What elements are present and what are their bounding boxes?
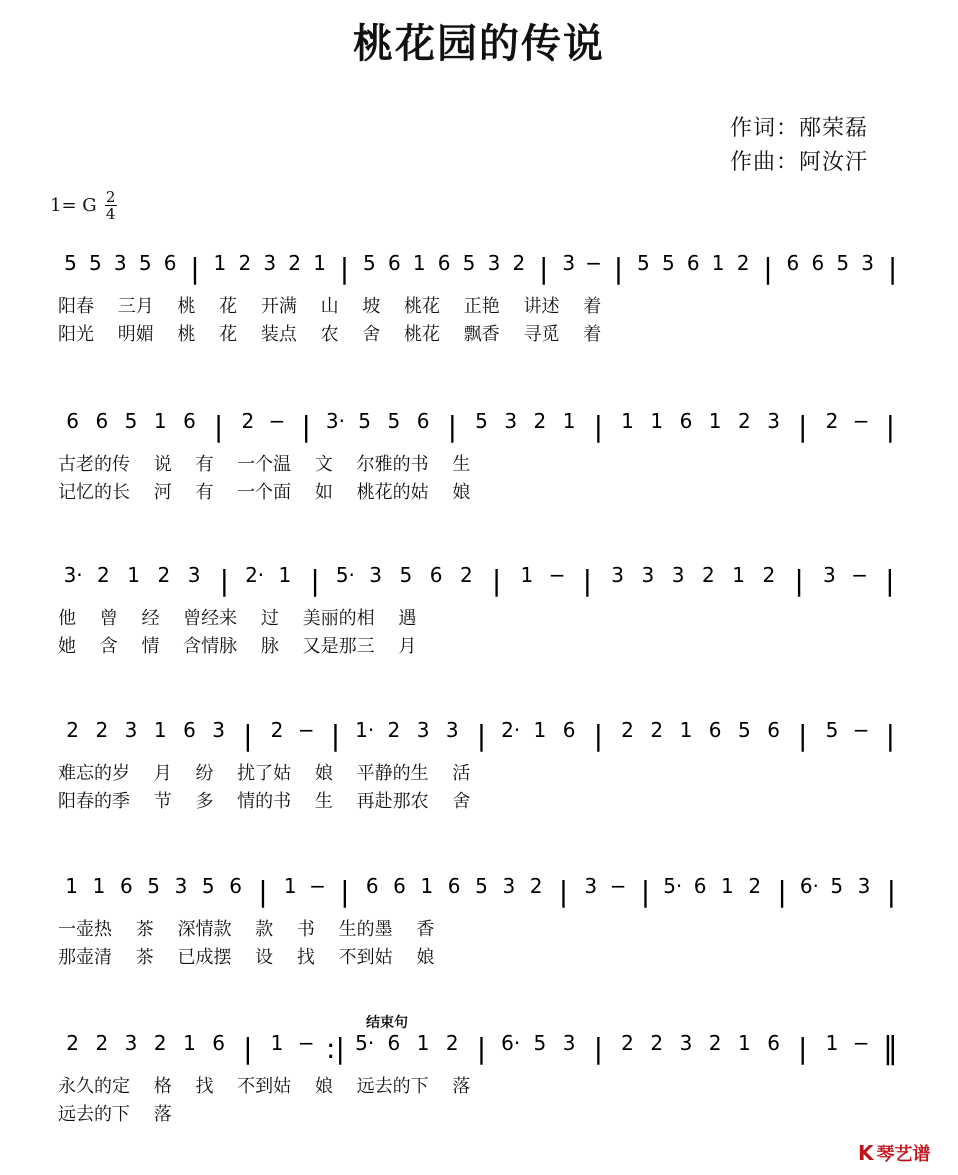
note: 3· <box>325 409 346 433</box>
note: 3 <box>611 563 624 587</box>
note: 6· <box>799 874 819 898</box>
note: 2 <box>512 251 526 275</box>
note: 3· <box>63 563 83 587</box>
note: − <box>852 409 870 433</box>
note: 2 <box>387 718 401 742</box>
note: 6 <box>229 874 242 898</box>
barline: | <box>213 410 224 443</box>
note: 3 <box>187 563 201 587</box>
time-signature-top: 2 <box>105 188 116 206</box>
barline: | <box>640 875 651 908</box>
note: 3 <box>504 409 518 433</box>
note: 6 <box>365 874 379 898</box>
note: 2 <box>708 1031 722 1055</box>
barline: | <box>340 875 350 908</box>
note: 1 <box>708 409 722 433</box>
note: 5 <box>825 718 839 742</box>
note: 5 <box>462 251 476 275</box>
site-logo <box>858 1140 931 1166</box>
barline: | <box>539 252 549 285</box>
note: 3 <box>174 874 188 898</box>
note: 1 <box>562 409 576 433</box>
note: 6 <box>693 874 707 898</box>
note: 2 <box>702 563 715 587</box>
barline: | <box>593 410 604 443</box>
lyric-line: 阳春的季 节 多 情的书 生 再赴那农 舍 <box>58 791 471 812</box>
barline: | <box>243 1032 253 1065</box>
note: 1 <box>283 874 297 898</box>
note: 6 <box>429 563 443 587</box>
barline: | <box>613 252 624 285</box>
barline: | <box>258 875 268 908</box>
barline: | <box>593 719 604 752</box>
lyric-line: 远去的下 落 <box>58 1104 172 1125</box>
note: 5 <box>138 251 152 275</box>
note: 1 <box>65 874 79 898</box>
note: 6 <box>786 251 800 275</box>
note: 5 <box>475 874 488 898</box>
note: 2 <box>825 409 839 433</box>
note: − <box>268 409 286 433</box>
barline: | <box>243 719 253 752</box>
note: 2 <box>270 718 284 742</box>
barline: | <box>763 252 773 285</box>
note: 2· <box>501 718 521 742</box>
note: − <box>585 251 602 275</box>
barline: | <box>491 564 502 597</box>
note: 1 <box>711 251 725 275</box>
note: 5 <box>363 251 376 275</box>
note: 1 <box>533 718 547 742</box>
note: 1 <box>412 251 426 275</box>
note: 1 <box>183 1031 196 1055</box>
barline: | <box>330 719 341 752</box>
note: 6 <box>679 409 693 433</box>
lyric-line: 难忘的岁 月 纷 扰了姑 娘 平静的生 活 <box>58 763 471 784</box>
note: 1 <box>92 874 106 898</box>
note: 2 <box>748 874 762 898</box>
note: 2 <box>621 718 634 742</box>
note: 2 <box>650 1031 664 1055</box>
note: 1 <box>732 563 745 587</box>
note: 5 <box>637 251 650 275</box>
lyric-line: 阳春 三月 桃 花 开满 山 坡 桃花 正艳 讲述 着 <box>58 296 602 317</box>
note: 6 <box>447 874 461 898</box>
note: 3 <box>679 1031 693 1055</box>
note: 6 <box>416 409 430 433</box>
note: 1 <box>721 874 734 898</box>
barline: | <box>885 564 895 597</box>
note: 3 <box>767 409 780 433</box>
lyric-line: 她 含 情 含情脉 脉 又是那三 月 <box>58 636 417 657</box>
note: 6· <box>501 1031 521 1055</box>
barline: | <box>301 410 311 443</box>
note: 5 <box>836 251 850 275</box>
barline: | <box>190 252 200 285</box>
note: 2 <box>288 251 302 275</box>
barline: | <box>310 564 320 597</box>
lyric-line: 古老的传 说 有 一个温 文 尔雅的书 生 <box>58 454 471 475</box>
note: 2 <box>736 251 750 275</box>
note: 2 <box>621 1031 634 1055</box>
note: 6 <box>212 1031 226 1055</box>
logo-icon: K <box>858 1141 874 1165</box>
barline: | <box>777 875 787 908</box>
note: 6 <box>686 251 700 275</box>
lyric-line: 阳光 明媚 桃 花 装点 农 舍 桃花 飘香 寻觅 着 <box>58 324 602 345</box>
note: 5· <box>355 1031 375 1055</box>
note: 3 <box>671 563 685 587</box>
barline: | <box>219 564 230 597</box>
note: 2 <box>97 563 110 587</box>
note: − <box>297 718 315 742</box>
note: 6 <box>66 409 79 433</box>
barline: | <box>476 1032 487 1065</box>
note: − <box>609 874 627 898</box>
note: 6 <box>183 718 196 742</box>
note: − <box>851 563 869 587</box>
note: 5· <box>663 874 683 898</box>
note: 3 <box>861 251 874 275</box>
note: 3 <box>562 1031 576 1055</box>
note: 1 <box>621 409 634 433</box>
barline: ‖ <box>882 1031 898 1066</box>
note: 5 <box>661 251 675 275</box>
note: 5 <box>89 251 102 275</box>
note: 3 <box>263 251 277 275</box>
note: 5 <box>201 874 215 898</box>
ending-section-label: 结束句 <box>366 1015 408 1031</box>
lyric-line: 他 曾 经 曾经来 过 美丽的相 遇 <box>58 608 417 629</box>
note: 2 <box>650 718 664 742</box>
barline: | <box>593 1032 604 1065</box>
barline: | <box>885 410 896 443</box>
barline: | <box>798 1032 808 1065</box>
note: 3 <box>416 718 430 742</box>
note: 3 <box>445 718 459 742</box>
note: 1 <box>737 1031 751 1055</box>
note: − <box>548 563 566 587</box>
barline: | <box>582 564 593 597</box>
note: 2 <box>66 718 79 742</box>
note: − <box>852 718 870 742</box>
note: 6 <box>562 718 576 742</box>
lyric-line: 那壶清 茶 已成摆 设 找 不到姑 娘 <box>58 947 435 968</box>
note: 6 <box>767 718 780 742</box>
note: − <box>297 1031 315 1055</box>
note: 3 <box>124 1031 138 1055</box>
note: 1 <box>416 1031 430 1055</box>
note: 1 <box>825 1031 839 1055</box>
lyric-line: 一壶热 茶 深情款 款 书 生的墨 香 <box>58 919 435 940</box>
note: 5 <box>533 1031 547 1055</box>
note: 1 <box>679 718 693 742</box>
note: 2 <box>533 409 547 433</box>
note: 1 <box>127 563 140 587</box>
note: 5 <box>64 251 77 275</box>
note: 2· <box>245 563 265 587</box>
note: 3 <box>502 874 516 898</box>
barline: | <box>798 719 808 752</box>
note: 5 <box>387 409 401 433</box>
note: − <box>309 874 326 898</box>
note: 5 <box>475 409 488 433</box>
note: 1 <box>270 1031 284 1055</box>
note: 5 <box>399 563 413 587</box>
note: 5 <box>358 409 372 433</box>
note: 3 <box>857 874 871 898</box>
note: 5 <box>147 874 160 898</box>
barline: | <box>339 252 350 285</box>
lyricist-credit: 作词：邴荣磊 <box>730 116 869 141</box>
barline: | <box>447 410 458 443</box>
note: 6 <box>393 874 406 898</box>
note: 3 <box>487 251 501 275</box>
note: 2 <box>153 1031 167 1055</box>
note: 2 <box>157 563 171 587</box>
note: 1 <box>153 409 167 433</box>
note: 6 <box>119 874 133 898</box>
note: 6 <box>387 1031 401 1055</box>
note: 2 <box>66 1031 79 1055</box>
note: 6 <box>183 409 196 433</box>
note: 6 <box>708 718 722 742</box>
note: 2 <box>529 874 543 898</box>
note: 3 <box>641 563 655 587</box>
note: 6 <box>437 251 451 275</box>
note: 3 <box>113 251 127 275</box>
note: 1 <box>278 563 292 587</box>
logo-text: 琴艺谱 <box>876 1144 931 1165</box>
barline: | <box>885 719 896 752</box>
time-signature-bottom: 4 <box>105 205 116 223</box>
note: 2 <box>95 1031 109 1055</box>
note: 5 <box>830 874 844 898</box>
note: 1 <box>520 563 534 587</box>
barline: | <box>798 410 808 443</box>
note: 1 <box>153 718 167 742</box>
note: 3 <box>823 563 836 587</box>
lyric-line: 记忆的长 河 有 一个面 如 桃花的姑 娘 <box>58 482 471 503</box>
note: 1· <box>355 718 375 742</box>
note: 3 <box>212 718 226 742</box>
note: 2 <box>241 409 255 433</box>
composer-credit: 作曲：阿汝汗 <box>730 150 869 175</box>
note: 2 <box>445 1031 459 1055</box>
note: 1 <box>313 251 326 275</box>
note: − <box>852 1031 870 1055</box>
barline: | <box>558 875 569 908</box>
note: 3 <box>124 718 138 742</box>
note: 1 <box>420 874 434 898</box>
note: 2 <box>238 251 252 275</box>
key-label: 1= G <box>50 195 97 216</box>
note: 1 <box>650 409 664 433</box>
note: 6 <box>163 251 177 275</box>
note: 2 <box>737 409 751 433</box>
note: 5· <box>335 563 355 587</box>
note: 5 <box>124 409 138 433</box>
barline: | <box>794 564 804 597</box>
note: 5 <box>737 718 751 742</box>
note: 3 <box>369 563 382 587</box>
barline: | <box>887 252 898 285</box>
note: 3 <box>584 874 598 898</box>
barline: | <box>476 719 487 752</box>
lyric-line: 永久的定 格 找 不到姑 娘 远去的下 落 <box>58 1076 471 1097</box>
note: 2 <box>460 563 473 587</box>
note: 2 <box>95 718 109 742</box>
note: 6 <box>387 251 401 275</box>
song-title: 桃花园的传说 <box>353 21 605 67</box>
barline: | <box>886 875 897 908</box>
note: 6 <box>767 1031 780 1055</box>
note: 6 <box>811 251 825 275</box>
note: 2 <box>762 563 776 587</box>
barline: :| <box>326 1032 345 1065</box>
note: 1 <box>213 251 227 275</box>
note: 6 <box>95 409 109 433</box>
note: 3 <box>562 251 576 275</box>
